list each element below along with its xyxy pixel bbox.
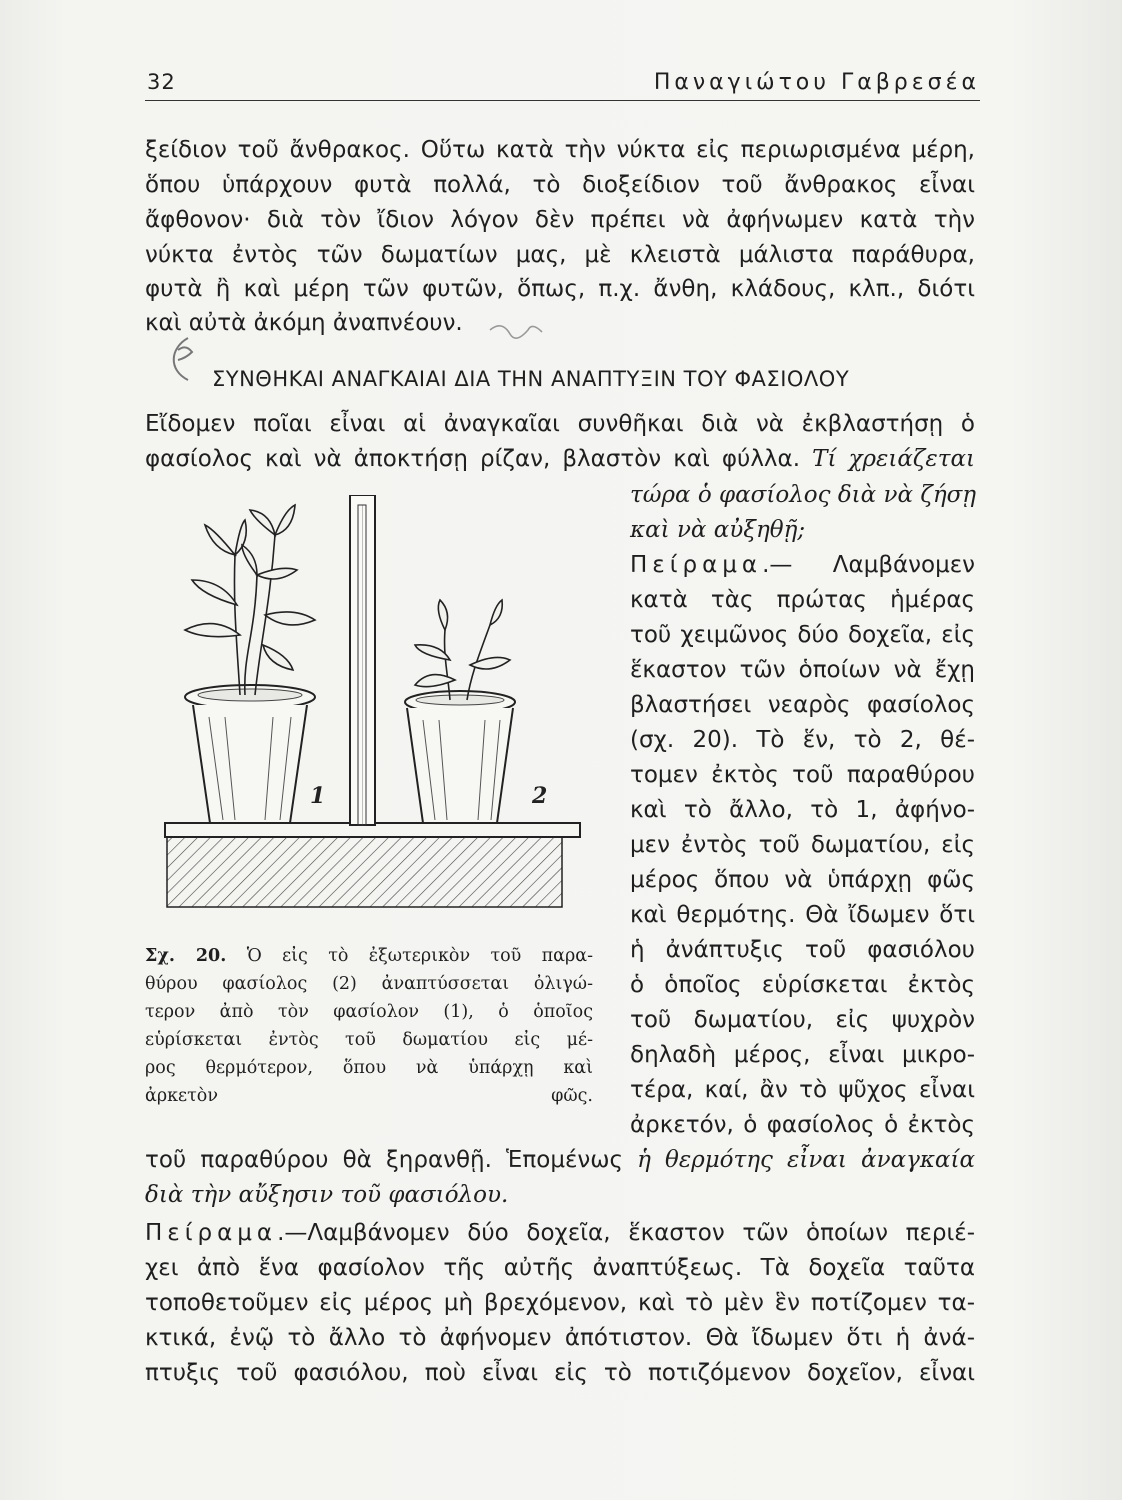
figure-caption-line: θύρου φασίολος (2) ἀναπτύσσεται ὀλιγώ- (145, 974, 593, 994)
body-text: φασίολος καὶ νὰ ἀποκτήσῃ ρίζαν, βλαστὸν καὶ φύλλα. (145, 446, 801, 472)
body-line: χει ἀπὸ ἕνα φασίολον τῆς αὐτῆς ἀναπτύξεως. Τὰ δοχεῖα ταῦτα (145, 1255, 975, 1281)
section-heading: ΣΥΝΘΗΚΑΙ ΑΝΑΓΚΑΙΑΙ ΔΙΑ ΤΗΝ ΑΝΑΠΤΥΞΙΝ ΤΟΥ ΦΑΣΙΟΛΟΥ (212, 367, 850, 391)
body-line: νύκτα ἐντὸς τῶν δωματίων μας, μὲ κλειστὰ μάλιστα παράθυρα, (145, 242, 975, 268)
italic-question-line: τώρα ὁ φασίολος διὰ νὰ ζήσῃ (630, 482, 977, 508)
body-line (630, 548, 975, 582)
body-line: μέρος ὅπου νὰ ὑπάρχῃ φῶς (630, 867, 975, 893)
body-line: φυτὰ ἢ καὶ μέρη τῶν φυτῶν, ὅπως, π.χ. ἄνθη, κλάδους, κλπ., διότι (145, 276, 975, 302)
body-line: τοῦ χειμῶνος δύο δοχεῖα, εἰς (630, 622, 975, 648)
figure-caption-line: ρος θερμότερον, ὅπου νὰ ὑπάρχῃ καὶ (145, 1058, 593, 1078)
body-line (145, 1216, 975, 1250)
figure-caption-line: τερον ἀπὸ τὸν φασίολον (1), ὁ ὁποῖος (145, 1002, 593, 1022)
body-line: κτικά, ἐνῷ τὸ ἄλλο τὸ ἀφήνομεν ἀπότιστον. Θὰ ἴδωμεν ὅτι ἡ ἀνά- (145, 1325, 975, 1351)
body-line: ἡ ἀνάπτυξις τοῦ φασιόλου (630, 937, 975, 963)
page-header (145, 70, 980, 101)
running-head: Παναγιώτου Γαβρεσέα (653, 70, 980, 95)
plant-2 (415, 600, 510, 700)
body-line: καὶ αὐτὰ ἀκόμη ἀναπνέουν. (145, 310, 463, 336)
figure-caption-line (145, 942, 593, 970)
body-line: κατὰ τὰς πρώτας ἡμέρας (630, 587, 975, 613)
body-line: ξείδιον τοῦ ἄνθρακος. Οὕτω κατὰ τὴν νύκτα εἰς περιωρισμένα μέρη, (145, 137, 975, 163)
shelf-base (167, 837, 562, 907)
caption-text: Ὁ εἰς τὸ ἐξωτερικὸν τοῦ παρα- (246, 946, 593, 966)
pot-1 (185, 685, 315, 823)
body-line: καὶ θερμότης. Θὰ ἴδωμεν ὅτι (630, 902, 975, 928)
italic-question: Τί χρειάζεται (812, 446, 976, 472)
plant-1 (185, 505, 315, 695)
figure-20 (145, 495, 590, 925)
body-line: τομεν ἐκτὸς τοῦ παραθύρου (630, 762, 975, 788)
pot-2-label: 2 (532, 783, 548, 809)
body-line: Εἴδομεν ποῖαι εἶναι αἱ ἀναγκαῖαι συνθῆκαι διὰ νὰ ἐκβλαστήσῃ ὁ (145, 411, 975, 437)
body-line: ἕκαστον τῶν ὁποίων νὰ ἔχῃ (630, 657, 975, 683)
body-line: ὁ ὁποῖος εὑρίσκεται ἐκτὸς (630, 972, 975, 998)
body-line: (σχ. 20). Τὸ ἕν, τὸ 2, θέ- (630, 727, 975, 753)
italic-conclusion: ἡ θερμότης εἶναι ἀναγκαία (637, 1147, 976, 1173)
body-line: καὶ τὸ ἄλλο, τὸ 1, ἀφήνο- (630, 797, 975, 823)
body-line (145, 442, 975, 476)
pot-1-label: 1 (310, 783, 326, 809)
body-line: ὅπου ὑπάρχουν φυτὰ πολλά, τὸ διοξείδιον τοῦ ἄνθρακος εἶναι (145, 172, 975, 198)
caption-label: Σχ. 20. (145, 946, 227, 966)
body-line: βλαστήσει νεαρὸς φασίολος (630, 692, 975, 718)
body-line (145, 1143, 975, 1177)
italic-conclusion-line: διὰ τὴν αὔξησιν τοῦ φασιόλου. (145, 1182, 509, 1208)
body-text: τοῦ παραθύρου θὰ ξηρανθῇ. Ἑπομένως (145, 1147, 623, 1173)
experiment-label: Πείραμα (145, 1220, 278, 1246)
body-text: .— Λαμβάνομεν (762, 552, 975, 578)
body-line: πτυξις τοῦ φασιόλου, ποὺ εἶναι εἰς τὸ ποτιζόμενον δοχεῖον, εἶναι (145, 1360, 975, 1386)
experiment-label: Πείραμα (630, 552, 763, 578)
page-number: 32 (147, 70, 176, 94)
italic-question-line: καὶ νὰ αὐξηθῇ; (630, 517, 806, 543)
body-line: μεν ἐντὸς τοῦ δωματίου, εἰς (630, 832, 975, 858)
pot-2 (405, 691, 515, 823)
body-line: ἀρκετόν, ὁ φασίολος ὁ ἐκτὸς (630, 1112, 975, 1138)
plant-pots-illustration (145, 495, 590, 925)
body-line: τοῦ δωματίου, εἰς ψυχρὸν (630, 1007, 975, 1033)
body-line: ἄφθονον· διὰ τὸν ἴδιον λόγον δὲν πρέπει νὰ ἀφήνωμεν κατὰ τὴν (145, 207, 975, 233)
body-text: .—Λαμβάνομεν δύο δοχεῖα, ἕκαστον τῶν ὁποίων περιέ- (277, 1220, 975, 1246)
figure-caption-line: ἀρκετὸν φῶς. (145, 1086, 593, 1106)
body-line: τοποθετοῦμεν εἰς μέρος μὴ βρεχόμενον, καὶ τὸ μὲν ἓν ποτίζομεν τα- (145, 1290, 975, 1316)
body-line: δηλαδὴ μέρος, εἶναι μικρο- (630, 1042, 975, 1068)
body-line: τέρα, καί, ἂν τὸ ψῦχος εἶναι (630, 1077, 975, 1103)
window-glass (358, 505, 366, 825)
figure-caption-line: εὑρίσκεται ἐντὸς τοῦ δωματίου εἰς μέ- (145, 1030, 593, 1050)
